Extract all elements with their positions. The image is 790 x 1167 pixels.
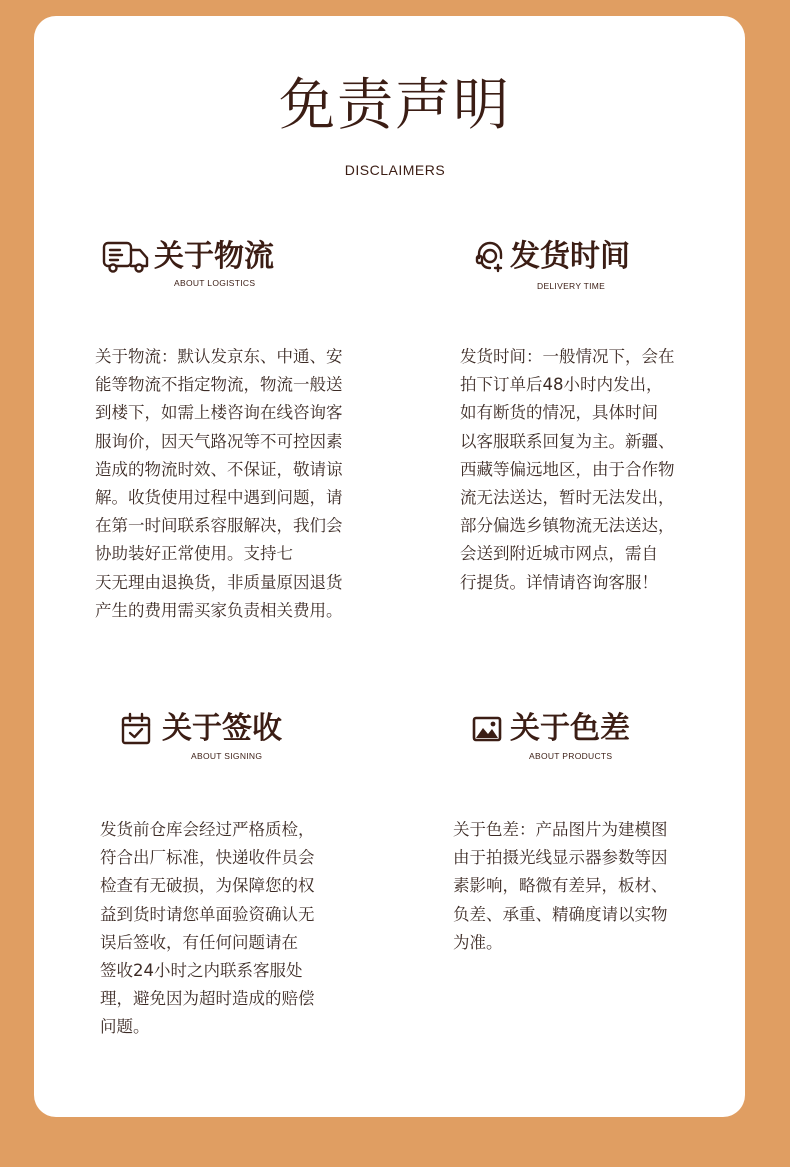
text-line: 协助装好正常使用。支持七 xyxy=(95,544,293,564)
text-line: 如有断货的情况，具体时间 xyxy=(460,403,658,423)
text-line: 为准。 xyxy=(453,932,503,952)
text-line: 拍下订单后48小时内发出， xyxy=(460,375,663,395)
section-color-header xyxy=(472,712,630,746)
text-line: 由于拍摄光线显示器参数等因 xyxy=(453,848,668,868)
text-line: 益到货时请您单面验资确认无 xyxy=(100,904,315,924)
section-logistics-text xyxy=(95,343,343,625)
text-line: 关于物流：默认发京东、中通、安 xyxy=(95,347,343,366)
section-signing-header xyxy=(120,712,282,746)
delivery-truck-icon xyxy=(102,240,150,274)
text-line: 发货前仓库会经过严格质检， xyxy=(100,820,315,839)
section-delivery-title: 发货时间 xyxy=(510,239,630,274)
section-logistics-title: 关于物流 xyxy=(154,239,274,274)
section-delivery-subtitle: DELIVERY TIME xyxy=(537,281,606,291)
page-title: 免责声明 xyxy=(279,73,511,138)
page-subtitle: DISCLAIMERS xyxy=(344,162,446,178)
customer-service-icon xyxy=(474,241,506,273)
text-line: 服询价，因天气路况等不可控因素 xyxy=(95,431,343,451)
text-line: 到楼下，如需上楼咨询在线咨询客 xyxy=(95,403,343,423)
text-line: 会送到附近城市网点，需自 xyxy=(460,544,658,564)
text-line: 发货时间：一般情况下，会在 xyxy=(460,347,675,366)
section-signing-text xyxy=(100,816,315,1042)
text-line: 行提货。详情请咨询客服！ xyxy=(460,572,658,592)
text-line: 天无理由退换货，非质量原因退货 xyxy=(95,572,343,592)
text-line: 以客服联系回复为主。新疆、 xyxy=(460,431,675,451)
text-line: 产生的费用需买家负责相关费用。 xyxy=(95,600,343,620)
section-signing-title: 关于签收 xyxy=(162,711,282,746)
text-line: 西藏等偏远地区，由于合作物 xyxy=(460,459,675,479)
text-line: 符合出厂标准，快递收件员会 xyxy=(100,848,315,868)
section-logistics-subtitle: ABOUT LOGISTICS xyxy=(174,278,256,288)
section-color-title: 关于色差 xyxy=(510,711,630,746)
section-logistics-header xyxy=(102,240,274,274)
text-line: 理，避免因为超时造成的赔偿 xyxy=(100,989,315,1009)
text-line: 误后签收，有任何问题请在 xyxy=(100,932,298,952)
section-color-text xyxy=(453,816,668,957)
calendar-check-icon xyxy=(120,712,152,746)
text-line: 素影响，略微有差异，板材、 xyxy=(453,876,668,896)
text-line: 关于色差：产品图片为建模图 xyxy=(453,820,668,839)
text-line: 流无法送达，暂时无法发出， xyxy=(460,488,675,508)
text-line: 解。收货使用过程中遇到问题，请 xyxy=(95,488,343,508)
text-line: 在第一时间联系容服解决，我们会 xyxy=(95,516,343,536)
section-delivery-text xyxy=(460,343,675,597)
section-signing-subtitle: ABOUT SIGNING xyxy=(191,751,263,761)
text-line: 检查有无破损，为保障您的权 xyxy=(100,876,315,896)
text-line: 问题。 xyxy=(100,1017,150,1037)
text-line: 负差、承重、精确度请以实物 xyxy=(453,904,668,924)
text-line: 签收24小时之内联系客服处 xyxy=(100,961,303,981)
image-picture-icon xyxy=(472,714,502,744)
text-line: 造成的物流时效、不保证，敬请谅 xyxy=(95,459,343,479)
text-line: 部分偏选乡镇物流无法送达， xyxy=(460,516,675,536)
section-delivery-header xyxy=(474,240,630,274)
text-line: 能等物流不指定物流，物流一般送 xyxy=(95,375,343,395)
section-color-subtitle: ABOUT PRODUCTS xyxy=(529,751,613,761)
